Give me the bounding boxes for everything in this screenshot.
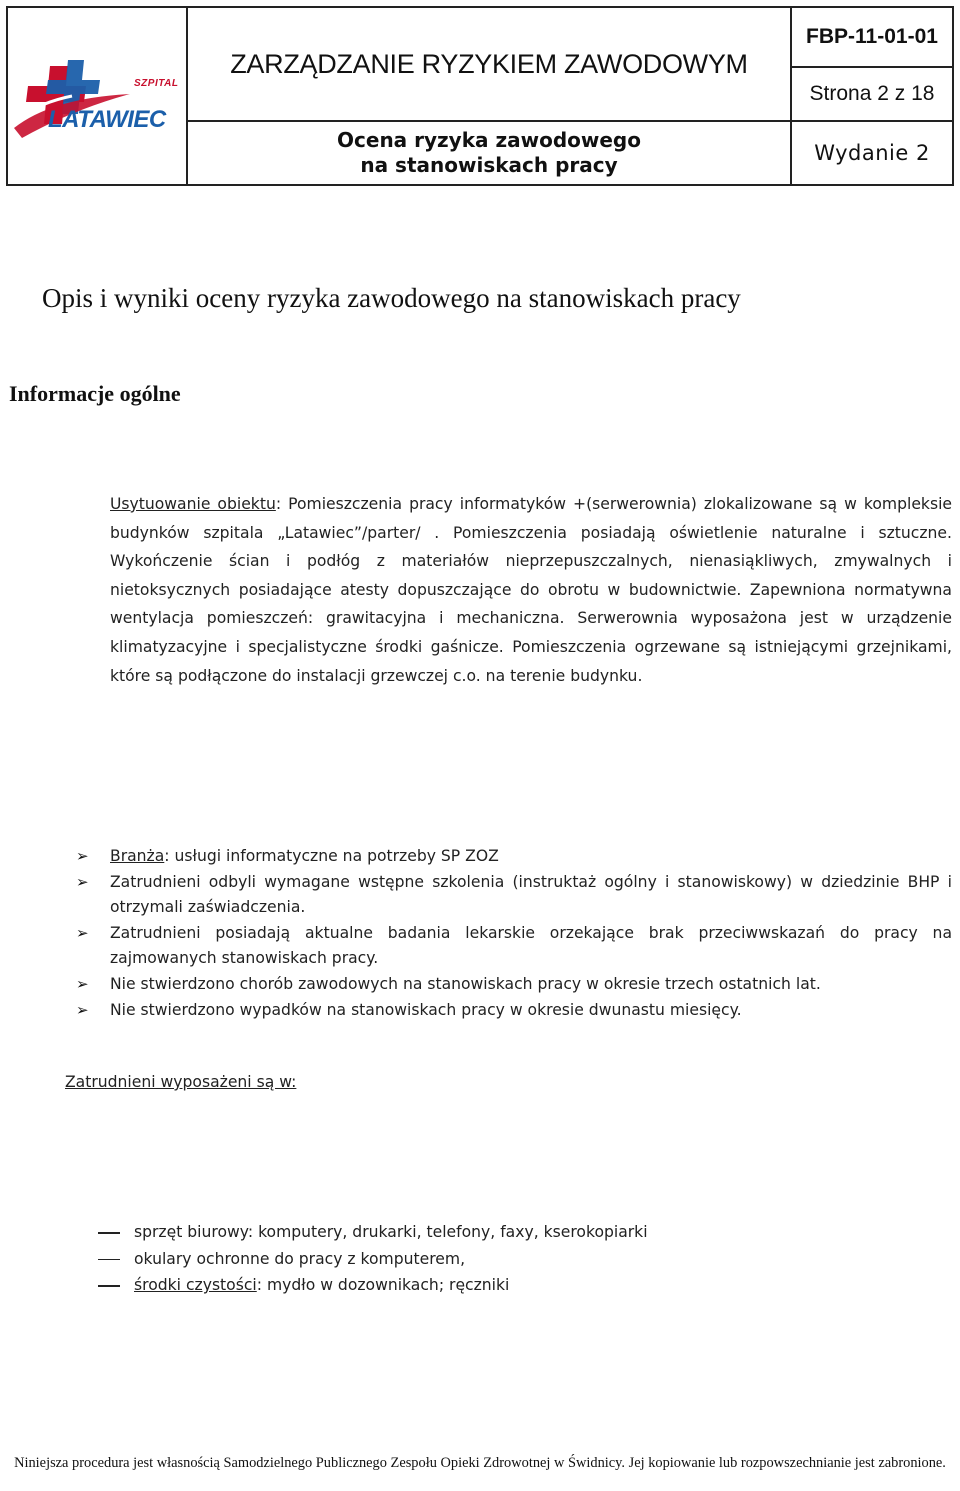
page-footer: Niniejsza procedura jest własnością Samodzielnego Publicznego Zespołu Opieki Zdrowotnej w Świdnicy. Jej kopiowanie lub rozpowszechnianie jest zabronione. [14,1455,946,1471]
edition-number: Wydanie 2 [814,141,930,165]
list-item [98,1219,648,1246]
list-item [76,870,952,921]
list-item [98,1272,648,1299]
arrow-bullet-icon: ➢ [76,1000,89,1019]
logo-big-text: LATAWIEC [48,106,166,133]
section-title: Informacje ogólne [9,381,181,406]
header-title: ZARZĄDZANIE RYZYKIEM ZAWODOWYM [188,8,792,122]
hospital-logo [8,8,188,184]
branza-text: : usługi informatyczne na potrzeby SP ZOZ [164,847,499,865]
equipment-title: Zatrudnieni wyposażeni są w: [65,1073,297,1091]
arrow-bullet-icon: ➢ [76,847,89,865]
info-bullet-list [76,844,952,1023]
location-paragraph [110,490,952,690]
document-header [6,6,954,186]
list-item-text: Nie stwierdzono chorób zawodowych na stanowiskach pracy w okresie trzech ostatnich lat. [110,974,821,993]
header-subtitle-line2: na stanowiskach pracy [360,153,618,177]
arrow-bullet-icon: ➢ [76,923,89,942]
dash-bullet-icon [98,1259,120,1261]
header-subtitle-line1: Ocena ryzyka zawodowego [337,128,641,152]
page-number: Strona 2 z 18 [792,68,952,122]
document-code: FBP-11-01-01 [792,8,952,68]
list-item [76,844,952,870]
branza-label: Branża [110,847,165,865]
equipment-item-2: okulary ochronne do pracy z komputerem, [134,1249,466,1268]
list-item [76,921,952,972]
logo-small-text: SZPITAL [134,78,179,89]
header-subtitle [188,122,792,184]
arrow-bullet-icon: ➢ [76,872,89,891]
arrow-bullet-icon: ➢ [76,974,89,993]
list-item [98,1246,648,1273]
document-title: Opis i wyniki oceny ryzyka zawodowego na stanowiskach pracy [42,283,741,313]
dash-bullet-icon [98,1232,120,1234]
equipment-item-1: sprzęt biurowy: komputery, drukarki, telefony, faxy, kserokopiarki [134,1223,648,1241]
list-item-text: Nie stwierdzono wypadków na stanowiskach pracy w okresie dwunastu miesięcy. [110,1000,742,1019]
location-text: : Pomieszczenia pracy informatyków +(serwerownia) zlokalizowane są w kompleksie budynków szpitala „Latawiec”/parter/ . Pomieszczenia posiadają oświetlenie naturalne i sztuczne. Wykończenie ścian i podłóg z materiałów nieprzepuszczalnych, nienasiąkliwych, zmywalnych i nietoksycznych posiadające atesty dopuszczające do obrotu w budownictwie. Zapewniona normatywna wentylacja pomieszczeń: grawitacyjna i mechaniczna. Serwerownia wyposażona jest w urządzenie klimatyzacyjne i specjalistyczne środki gaśnicze. Pomieszczenia ogrzewane są istniejącymi grzejnikami, które są podłączone do instalacji grzewczej c.o. na terenie budynku. [110,495,952,685]
list-item-text: Zatrudnieni posiadają aktualne badania lekarskie orzekające brak przeciwwskazań do pracy na zajmowanych stanowiskach pracy. [110,923,952,968]
dash-bullet-icon [98,1285,120,1287]
list-item [76,972,952,998]
equipment-item-3-label: środki czystości [134,1276,257,1295]
cross-logo-icon [12,58,132,148]
location-label: Usytuowanie obiektu [110,495,276,513]
equipment-item-3-text: : mydło w dozownikach; ręczniki [256,1276,510,1295]
equipment-list [98,1219,648,1299]
list-item-text: Zatrudnieni odbyli wymagane wstępne szkolenia (instruktaż ogólny i stanowiskowy) w dziedzinie BHP i otrzymali zaświadczenia. [110,872,952,917]
list-item [76,998,952,1024]
